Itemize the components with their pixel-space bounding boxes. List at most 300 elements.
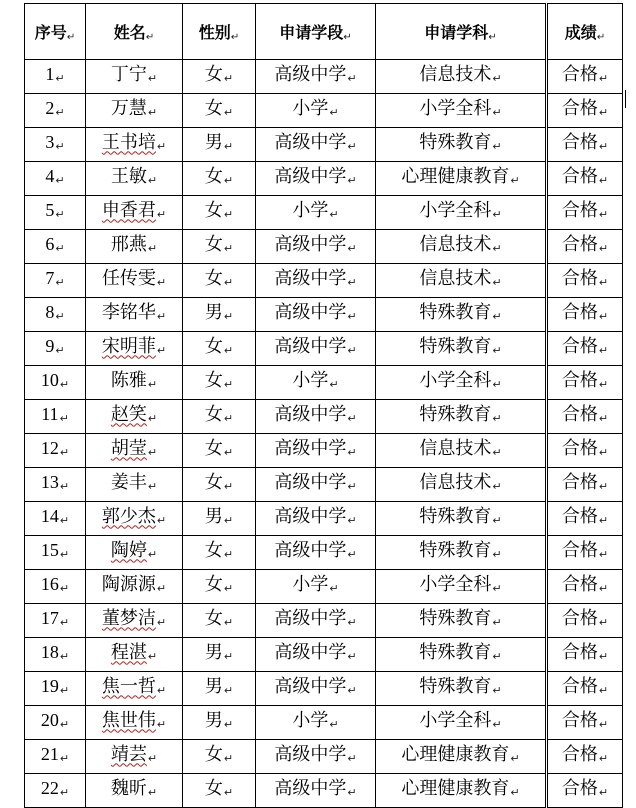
header-name-label: 姓名 (113, 23, 146, 42)
cell-score-text: 合格 (561, 471, 598, 493)
cell-name-text: 陶婷 (110, 539, 147, 561)
cell-score[interactable] (547, 502, 623, 536)
cell-gender[interactable] (183, 366, 256, 400)
cell-subject-text: 信息技术 (419, 63, 492, 85)
cell-score[interactable] (547, 230, 623, 264)
cell-gender[interactable] (183, 434, 256, 468)
paragraph-mark-icon: ↵ (156, 683, 167, 697)
paragraph-mark-icon: ↵ (347, 615, 357, 629)
cell-subject[interactable] (376, 332, 547, 366)
cell-name[interactable] (86, 298, 183, 332)
cell-score[interactable] (547, 264, 623, 298)
cell-stage[interactable] (256, 128, 376, 162)
paragraph-mark-icon: ↵ (156, 275, 167, 289)
cell-stage-text: 高级中学 (274, 233, 347, 255)
cell-subject-text: 特殊教育 (419, 607, 492, 629)
cell-name[interactable] (86, 196, 183, 230)
cell-name-text: 申香君 (101, 199, 156, 221)
cell-name[interactable] (86, 162, 183, 196)
cell-score-text: 合格 (561, 709, 598, 731)
paragraph-mark-icon: ↵ (55, 72, 65, 85)
cell-stage-text: 高级中学 (274, 63, 347, 85)
cell-gender[interactable] (183, 400, 256, 434)
paragraph-mark-icon: ↵ (59, 616, 70, 629)
cell-gender[interactable] (183, 94, 256, 128)
paragraph-mark-icon: ↵ (59, 480, 70, 493)
paragraph-mark-icon: ↵ (223, 71, 234, 85)
cell-name[interactable] (86, 638, 183, 672)
cell-gender[interactable] (183, 162, 256, 196)
cell-stage[interactable] (256, 570, 376, 604)
cell-no[interactable] (25, 604, 86, 638)
cell-stage[interactable] (256, 264, 376, 298)
paragraph-mark-icon: ↵ (598, 683, 609, 697)
cell-name[interactable] (86, 536, 183, 570)
paragraph-mark-icon: ↵ (329, 207, 339, 221)
cell-name[interactable] (86, 740, 183, 774)
cell-gender-text: 女 (204, 607, 223, 629)
cell-subject[interactable] (376, 638, 547, 672)
cell-stage[interactable] (256, 60, 376, 94)
cell-no[interactable] (25, 536, 86, 570)
cell-subject-text: 心理健康教育 (401, 743, 510, 765)
cell-subject-text: 小学全科 (419, 199, 492, 221)
cell-stage[interactable] (256, 196, 376, 230)
cell-subject-text: 信息技术 (419, 471, 492, 493)
cell-score[interactable] (547, 128, 623, 162)
cell-subject-text: 特殊教育 (419, 641, 492, 663)
cell-name-text: 郭少杰 (101, 505, 156, 527)
cell-gender-text: 女 (204, 777, 223, 799)
paragraph-mark-icon: ↵ (223, 309, 234, 323)
paragraph-mark-icon: ↵ (59, 514, 70, 527)
cell-score-text: 合格 (561, 539, 598, 561)
cell-name-text: 魏昕 (110, 777, 147, 799)
cell-stage[interactable] (256, 366, 376, 400)
cell-stage-text: 小学 (292, 199, 329, 221)
paragraph-mark-icon: ↵ (492, 479, 502, 493)
cell-no[interactable] (25, 434, 86, 468)
cell-gender[interactable] (183, 536, 256, 570)
cell-subject-text: 小学全科 (419, 709, 492, 731)
paragraph-mark-icon: ↵ (347, 479, 357, 493)
cell-stage-text: 高级中学 (274, 743, 347, 765)
cell-score[interactable] (547, 638, 623, 672)
paragraph-mark-icon: ↵ (147, 377, 158, 391)
cell-no[interactable] (25, 502, 86, 536)
table-header-row (25, 4, 623, 60)
cell-subject[interactable] (376, 264, 547, 298)
paragraph-mark-icon: ↵ (492, 547, 502, 561)
paragraph-mark-icon: ↵ (55, 310, 65, 323)
paragraph-mark-icon: ↵ (156, 207, 167, 221)
paragraph-mark-icon: ↵ (492, 309, 502, 323)
cell-score[interactable] (547, 162, 623, 196)
cell-no-text: 13 (40, 472, 59, 492)
cell-subject[interactable] (376, 604, 547, 638)
paragraph-mark-icon: ↵ (347, 751, 357, 765)
cell-stage[interactable] (256, 94, 376, 128)
cell-gender[interactable] (183, 298, 256, 332)
paragraph-mark-icon: ↵ (223, 751, 234, 765)
cell-no[interactable] (25, 672, 86, 706)
cell-stage[interactable] (256, 740, 376, 774)
cell-name-text: 董梦洁 (101, 607, 156, 629)
cell-subject[interactable] (376, 774, 547, 808)
cell-gender-text: 女 (204, 199, 223, 221)
paragraph-mark-icon: ↵ (598, 785, 609, 799)
paragraph-mark-icon: ↵ (598, 173, 609, 187)
header-gender (183, 4, 256, 60)
cell-subject[interactable] (376, 366, 547, 400)
cell-no[interactable] (25, 706, 86, 740)
cell-stage-text: 高级中学 (274, 641, 347, 663)
paragraph-mark-icon: ↵ (223, 343, 234, 357)
paragraph-mark-icon: ↵ (510, 751, 520, 765)
cell-no-text: 12 (40, 438, 59, 458)
paragraph-mark-icon: ↵ (492, 343, 502, 357)
paragraph-mark-icon: ↵ (223, 377, 234, 391)
paragraph-mark-icon: ↵ (492, 581, 502, 595)
paragraph-mark-icon: ↵ (156, 513, 167, 527)
cell-gender-text: 女 (204, 743, 223, 765)
cell-subject-text: 小学全科 (419, 369, 492, 391)
cell-subject[interactable] (376, 298, 547, 332)
cell-stage[interactable] (256, 706, 376, 740)
cell-no-text: 18 (40, 642, 59, 662)
cell-gender[interactable] (183, 774, 256, 808)
paragraph-mark-icon: ↵ (223, 275, 234, 289)
cell-subject[interactable] (376, 706, 547, 740)
paragraph-mark-icon: ↵ (147, 785, 158, 799)
cell-name-text: 陈雅 (110, 369, 147, 391)
table-row (25, 774, 623, 808)
cell-no-text: 3 (45, 132, 55, 152)
paragraph-mark-icon: ↵ (223, 479, 234, 493)
cell-name[interactable] (86, 230, 183, 264)
cell-gender-text: 女 (204, 437, 223, 459)
cell-score[interactable] (547, 570, 623, 604)
cell-name[interactable] (86, 94, 183, 128)
paragraph-mark-icon: ↵ (347, 309, 357, 323)
cell-gender[interactable] (183, 672, 256, 706)
cell-stage[interactable] (256, 638, 376, 672)
cell-name[interactable] (86, 502, 183, 536)
cell-subject[interactable] (376, 502, 547, 536)
cell-gender[interactable] (183, 128, 256, 162)
cell-subject-text: 心理健康教育 (401, 777, 510, 799)
paragraph-mark-icon: ↵ (598, 105, 609, 119)
table-row (25, 298, 623, 332)
paragraph-mark-icon: ↵ (223, 513, 234, 527)
table-row (25, 604, 623, 638)
paragraph-mark-icon: ↵ (347, 275, 357, 289)
table-row (25, 434, 623, 468)
paragraph-mark-icon: ↵ (598, 751, 609, 765)
cell-no[interactable] (25, 128, 86, 162)
cell-name-text: 李铭华 (101, 301, 156, 323)
paragraph-mark-icon: ↵ (55, 106, 65, 119)
cell-subject[interactable] (376, 60, 547, 94)
cell-name-text: 靖芸 (110, 743, 147, 765)
cell-name[interactable] (86, 264, 183, 298)
cell-no[interactable] (25, 264, 86, 298)
cell-stage-text: 高级中学 (274, 301, 347, 323)
paragraph-mark-icon: ↵ (598, 343, 609, 357)
paragraph-mark-icon: ↵ (492, 649, 502, 663)
table-row (25, 706, 623, 740)
cell-no[interactable] (25, 298, 86, 332)
cell-stage-text: 高级中学 (274, 777, 347, 799)
cell-stage[interactable] (256, 162, 376, 196)
cell-gender[interactable] (183, 604, 256, 638)
cell-subject[interactable] (376, 434, 547, 468)
header-gender-label: 性别 (198, 23, 231, 42)
table-row (25, 332, 623, 366)
paragraph-mark-icon: ↵ (147, 241, 158, 255)
paragraph-mark-icon: ↵ (156, 343, 167, 357)
paragraph-mark-icon: ↵ (347, 71, 357, 85)
cell-subject-text: 特殊教育 (419, 505, 492, 527)
cell-no-text: 16 (40, 574, 59, 594)
cell-score[interactable] (547, 672, 623, 706)
cell-gender-text: 男 (204, 301, 223, 323)
paragraph-mark-icon: ↵ (223, 615, 234, 629)
cell-score[interactable] (547, 60, 623, 94)
cell-stage-text: 小学 (292, 369, 329, 391)
cell-subject[interactable] (376, 162, 547, 196)
cell-score-text: 合格 (561, 641, 598, 663)
table-row (25, 94, 623, 128)
cell-subject[interactable] (376, 196, 547, 230)
cell-no[interactable] (25, 570, 86, 604)
paragraph-mark-icon: ↵ (598, 445, 609, 459)
paragraph-mark-icon: ↵ (66, 32, 76, 43)
cell-gender[interactable] (183, 332, 256, 366)
cell-name[interactable] (86, 774, 183, 808)
header-score (547, 4, 623, 60)
cell-gender[interactable] (183, 264, 256, 298)
paragraph-mark-icon: ↵ (492, 275, 502, 289)
paragraph-mark-icon: ↵ (598, 71, 609, 85)
cell-name[interactable] (86, 128, 183, 162)
paragraph-mark-icon: ↵ (147, 751, 158, 765)
paragraph-mark-icon: ↵ (147, 411, 158, 425)
cell-score-text: 合格 (561, 607, 598, 629)
cell-subject-text: 心理健康教育 (401, 165, 510, 187)
cell-subject[interactable] (376, 230, 547, 264)
cell-score[interactable] (547, 604, 623, 638)
cell-gender-text: 男 (204, 709, 223, 731)
cell-score[interactable] (547, 536, 623, 570)
cell-no-text: 21 (40, 744, 59, 764)
cell-name-text: 任传雯 (101, 267, 156, 289)
cell-gender[interactable] (183, 196, 256, 230)
cell-name-text: 程湛 (110, 641, 147, 663)
cell-score-text: 合格 (561, 777, 598, 799)
cell-gender-text: 女 (204, 233, 223, 255)
cell-no[interactable] (25, 332, 86, 366)
cell-gender[interactable] (183, 60, 256, 94)
cell-subject[interactable] (376, 536, 547, 570)
cell-score-text: 合格 (561, 335, 598, 357)
cell-score-text: 合格 (561, 573, 598, 595)
cell-score[interactable] (547, 196, 623, 230)
cell-score[interactable] (547, 298, 623, 332)
cell-no[interactable] (25, 196, 86, 230)
cell-stage[interactable] (256, 434, 376, 468)
paragraph-mark-icon: ↵ (347, 241, 357, 255)
cell-name[interactable] (86, 332, 183, 366)
cell-gender-text: 女 (204, 97, 223, 119)
paragraph-mark-icon: ↵ (147, 173, 158, 187)
paragraph-mark-icon: ↵ (55, 174, 65, 187)
cell-no[interactable] (25, 400, 86, 434)
paragraph-mark-icon: ↵ (156, 309, 167, 323)
cell-stage[interactable] (256, 774, 376, 808)
cell-name-text: 陶源源 (101, 573, 156, 595)
cell-name[interactable] (86, 706, 183, 740)
cell-subject-text: 特殊教育 (419, 131, 492, 153)
text-cursor (625, 90, 626, 108)
cell-subject[interactable] (376, 400, 547, 434)
paragraph-mark-icon: ↵ (598, 479, 609, 493)
cell-score[interactable] (547, 468, 623, 502)
cell-name[interactable] (86, 400, 183, 434)
cell-no[interactable] (25, 774, 86, 808)
cell-name[interactable] (86, 672, 183, 706)
cell-subject-text: 特殊教育 (419, 335, 492, 357)
score-table (24, 3, 623, 808)
paragraph-mark-icon: ↵ (156, 581, 167, 595)
paragraph-mark-icon: ↵ (510, 173, 520, 187)
paragraph-mark-icon: ↵ (223, 173, 234, 187)
paragraph-mark-icon: ↵ (347, 411, 357, 425)
paragraph-mark-icon: ↵ (510, 785, 520, 799)
cell-subject-text: 特殊教育 (419, 675, 492, 697)
paragraph-mark-icon: ↵ (59, 412, 69, 425)
cell-no-text: 20 (40, 710, 59, 730)
paragraph-mark-icon: ↵ (492, 71, 502, 85)
cell-score[interactable] (547, 774, 623, 808)
cell-name[interactable] (86, 366, 183, 400)
cell-no-text: 14 (40, 506, 59, 526)
cell-no-text: 19 (40, 676, 59, 696)
paragraph-mark-icon: ↵ (598, 547, 609, 561)
cell-stage[interactable] (256, 468, 376, 502)
cell-subject[interactable] (376, 468, 547, 502)
cell-subject-text: 信息技术 (419, 233, 492, 255)
cell-no[interactable] (25, 230, 86, 264)
cell-name[interactable] (86, 60, 183, 94)
cell-name[interactable] (86, 468, 183, 502)
cell-gender[interactable] (183, 468, 256, 502)
cell-gender[interactable] (183, 570, 256, 604)
cell-no-text: 1 (45, 64, 55, 84)
cell-name[interactable] (86, 604, 183, 638)
paragraph-mark-icon: ↵ (55, 242, 65, 255)
cell-subject-text: 小学全科 (419, 573, 492, 595)
cell-no[interactable] (25, 94, 86, 128)
paragraph-mark-icon: ↵ (347, 649, 357, 663)
cell-no[interactable] (25, 366, 86, 400)
cell-gender[interactable] (183, 740, 256, 774)
cell-no[interactable] (25, 60, 86, 94)
table-row (25, 264, 623, 298)
table-row (25, 366, 623, 400)
cell-no-text: 6 (45, 234, 55, 254)
cell-name[interactable] (86, 570, 183, 604)
cell-no-text: 9 (45, 336, 55, 356)
cell-subject[interactable] (376, 672, 547, 706)
paragraph-mark-icon: ↵ (492, 445, 502, 459)
cell-score-text: 合格 (561, 403, 598, 425)
paragraph-mark-icon: ↵ (347, 445, 357, 459)
cell-stage[interactable] (256, 230, 376, 264)
cell-score-text: 合格 (561, 743, 598, 765)
cell-subject[interactable] (376, 94, 547, 128)
cell-stage[interactable] (256, 332, 376, 366)
cell-score[interactable] (547, 366, 623, 400)
cell-no[interactable] (25, 638, 86, 672)
table-row (25, 740, 623, 774)
cell-no[interactable] (25, 468, 86, 502)
cell-name-text: 邢燕 (110, 233, 147, 255)
cell-score[interactable] (547, 94, 623, 128)
cell-gender[interactable] (183, 230, 256, 264)
header-no (25, 4, 86, 60)
cell-subject[interactable] (376, 570, 547, 604)
cell-stage[interactable] (256, 672, 376, 706)
cell-stage[interactable] (256, 536, 376, 570)
cell-gender[interactable] (183, 706, 256, 740)
cell-stage[interactable] (256, 298, 376, 332)
paragraph-mark-icon: ↵ (598, 581, 609, 595)
cell-name-text: 王敏 (110, 165, 147, 187)
cell-subject[interactable] (376, 740, 547, 774)
paragraph-mark-icon: ↵ (347, 139, 357, 153)
paragraph-mark-icon: ↵ (329, 105, 339, 119)
cell-score[interactable] (547, 434, 623, 468)
cell-score-text: 合格 (561, 437, 598, 459)
table-body (25, 60, 623, 808)
paragraph-mark-icon: ↵ (329, 377, 339, 391)
cell-stage-text: 高级中学 (274, 437, 347, 459)
header-no-label: 序号 (34, 23, 67, 42)
cell-score[interactable] (547, 706, 623, 740)
cell-stage-text: 高级中学 (274, 471, 347, 493)
cell-no-text: 10 (40, 370, 59, 390)
cell-gender-text: 女 (204, 573, 223, 595)
cell-subject[interactable] (376, 128, 547, 162)
cell-gender[interactable] (183, 502, 256, 536)
cell-stage[interactable] (256, 604, 376, 638)
cell-stage-text: 小学 (292, 709, 329, 731)
cell-gender-text: 女 (204, 335, 223, 357)
paragraph-mark-icon: ↵ (492, 139, 502, 153)
cell-no[interactable] (25, 162, 86, 196)
cell-score[interactable] (547, 332, 623, 366)
cell-no[interactable] (25, 740, 86, 774)
table-row (25, 400, 623, 434)
cell-score[interactable] (547, 740, 623, 774)
paragraph-mark-icon: ↵ (59, 752, 70, 765)
cell-name[interactable] (86, 434, 183, 468)
cell-stage[interactable] (256, 502, 376, 536)
cell-stage[interactable] (256, 400, 376, 434)
cell-gender[interactable] (183, 638, 256, 672)
cell-score[interactable] (547, 400, 623, 434)
